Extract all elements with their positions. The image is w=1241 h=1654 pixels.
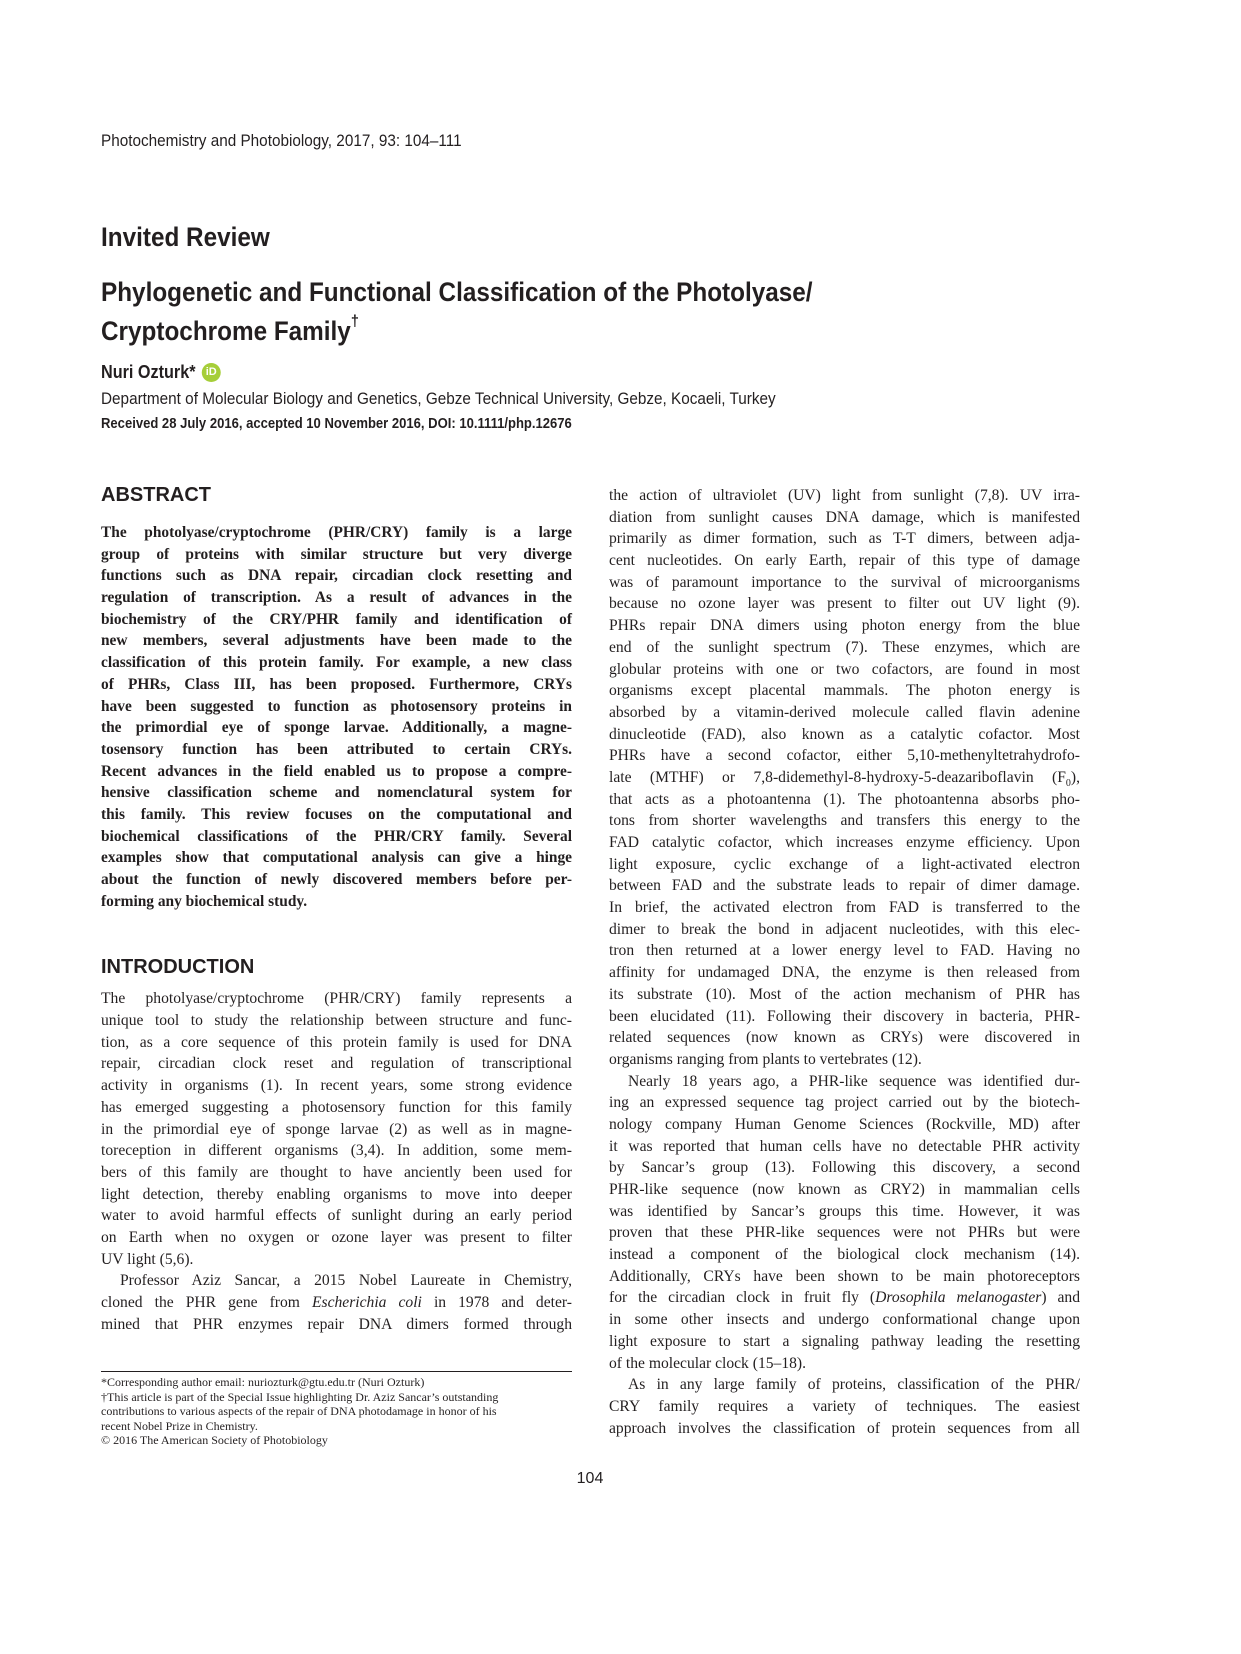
right-column <box>609 485 1080 1439</box>
text-line: light exposure, cyclic exchange of a light-activated electron <box>609 855 1080 873</box>
text-line: PHRs have a second cofactor, either 5,10-methenyltetrahydrofo- <box>609 747 1080 765</box>
title-line-1: Phylogenetic and Functional Classification of the Photolyase/ <box>101 277 813 307</box>
text-line: was of paramount importance to the survival of microorganisms <box>609 573 1080 591</box>
text-line: about the function of newly discovered members before per- <box>101 871 572 888</box>
footnote-copyright: © 2016 The American Society of Photobiology <box>101 1433 328 1447</box>
text-line: unique tool to study the relationship between structure and func- <box>101 1012 572 1030</box>
text-line: water to avoid harmful effects of sunlight during an early period <box>101 1207 572 1225</box>
text-line: its substrate (10). Most of the action mechanism of PHR has <box>609 985 1080 1003</box>
italic-term: Escherichia coli <box>311 1294 422 1311</box>
text-line: nology company Human Genome Sciences (Rockville, MD) after <box>609 1115 1080 1133</box>
title-line-2 <box>101 309 813 348</box>
affiliation: Department of Molecular Biology and Genetics, Gebze Technical University, Gebze, Kocaeli, Turkey <box>101 389 776 408</box>
text-line: in the primordial eye of sponge larvae (2) as well as in magne- <box>101 1120 572 1138</box>
text-line: FAD catalytic cofactor, which increases enzyme efficiency. Upon <box>609 834 1080 851</box>
text-line: examples show that computational analysis can give a hinge <box>101 849 572 867</box>
orcid-icon[interactable]: iD <box>202 363 221 382</box>
text-line: has emerged suggesting a photosensory function for this family <box>101 1098 572 1116</box>
text-line: tons from shorter wavelengths and transfers this energy to the <box>609 812 1080 830</box>
text-line: of the molecular clock (15–18). <box>609 1354 807 1372</box>
article-title <box>101 276 813 348</box>
text-line: on Earth when no oxygen or ozone layer was present to filter <box>101 1228 572 1246</box>
text-segment: in 1978 and deter- <box>421 1294 572 1311</box>
text-line: bers of this family are thought to have anciently been used for <box>101 1163 572 1181</box>
text-line: Professor Aziz Sancar, a 2015 Nobel Laureate in Chemistry, <box>120 1272 572 1290</box>
footnote-special-issue-end: recent Nobel Prize in Chemistry. <box>101 1418 258 1433</box>
footnote-special-issue-cont: contributions to various aspects of the repair of DNA photodamage in honor of his <box>101 1404 497 1418</box>
text-line: The photolyase/cryptochrome (PHR/CRY) family is a large <box>101 524 572 541</box>
article-type: Invited Review <box>101 222 270 252</box>
text-line: of PHRs, Class III, has been proposed. Furthermore, CRYs <box>101 675 572 693</box>
text-line: affinity for undamaged DNA, the enzyme is then released from <box>609 964 1080 982</box>
footnote-corresponding: *Corresponding author email: nuriozturk@gtu.edu.tr (Nuri Ozturk) <box>101 1375 425 1389</box>
text-line <box>101 1292 572 1314</box>
text-line: proven that these PHR-like sequences were not PHRs but were <box>609 1224 1080 1242</box>
text-line: hensive classification scheme and nomenclatural system for <box>101 784 572 802</box>
text-line: As in any large family of proteins, classification of the PHR/ <box>628 1376 1080 1394</box>
text-line: been elucidated (11). Following their discovery in bacteria, PHR- <box>609 1007 1080 1025</box>
text-line: end of the sunlight spectrum (7). These enzymes, which are <box>609 638 1080 656</box>
footnote-special-issue: †This article is part of the Special Issue highlighting Dr. Aziz Sancar’s outstanding <box>101 1389 499 1404</box>
text-line: the action of ultraviolet (UV) light from sunlight (7,8). UV irra- <box>609 487 1080 504</box>
text-segment: ), <box>1070 768 1080 786</box>
text-line: biochemical classifications of the PHR/CRY family. Several <box>101 827 572 845</box>
text-line: absorbed by a vitamin-derived molecule called flavin adenine <box>609 703 1080 721</box>
text-line: instead a component of the biological clock mechanism (14). <box>609 1246 1080 1264</box>
text-segment: late (MTHF) or 7,8-didemethyl-8-hydroxy-5-deazariboflavin (F <box>609 768 1066 786</box>
text-line: diation from sunlight causes DNA damage, which is manifested <box>609 508 1080 526</box>
text-line: light exposure to start a signaling pathway leading the resetting <box>609 1332 1080 1350</box>
text-line: organisms ranging from plants to vertebrates (12). <box>609 1050 922 1068</box>
text-line: forming any biochemical study. <box>101 892 308 910</box>
text-line: this family. This review focuses on the computational and <box>101 805 572 823</box>
italic-term: Drosophila melanogaster <box>875 1289 1042 1307</box>
text-line: it was reported that human cells have no detectable PHR activity <box>609 1137 1080 1155</box>
text-line: have been suggested to function as photosensory proteins in <box>101 697 572 715</box>
page-number: 104 <box>576 1470 604 1487</box>
abstract-body <box>101 522 572 912</box>
text-line: PHRs repair DNA dimers using photon energy from the blue <box>609 617 1080 635</box>
text-line: regulation of transcription. As a result of advances in the <box>101 589 572 607</box>
text-line: dimer to break the bond in adjacent nucleotides, with this elec- <box>609 920 1080 938</box>
text-line: UV light (5,6). <box>101 1250 194 1268</box>
title-dagger: † <box>350 313 359 330</box>
text-line: tosensory function has been attributed to certain CRYs. <box>101 740 572 758</box>
text-line: Additionally, CRYs have been shown to be main photoreceptors <box>609 1267 1080 1285</box>
paragraph <box>609 485 1080 1071</box>
text-line: because no ozone layer was present to filter out UV light (9). <box>609 595 1080 613</box>
text-line: activity in organisms (1). In recent years, some strong evidence <box>101 1077 572 1095</box>
text-line: cent nucleotides. On early Earth, repair of this type of damage <box>609 552 1080 570</box>
journal-citation: Photochemistry and Photobiology, 2017, 93: 104–111 <box>101 131 462 150</box>
introduction-body <box>101 988 572 1335</box>
paragraph <box>609 1374 1080 1439</box>
paragraph <box>101 1270 572 1335</box>
text-segment: for the circadian clock in fruit fly ( <box>609 1289 876 1307</box>
text-line: PHR-like sequence (now known as CRY2) in mammalian cells <box>609 1181 1080 1198</box>
text-line: that acts as a photoantenna (1). The photoantenna absorbs pho- <box>609 790 1080 808</box>
text-line: in some other insects and undergo conformational change upon <box>609 1311 1080 1329</box>
text-line: between FAD and the substrate leads to repair of dimer damage. <box>609 877 1080 895</box>
text-line: repair, circadian clock reset and regulation of transcriptional <box>101 1055 572 1073</box>
received-dates: Received 28 July 2016, accepted 10 November 2016, DOI: 10.1111/php.12676 <box>101 416 572 432</box>
text-segment: ) and <box>1041 1289 1080 1307</box>
text-line: new members, several adjustments have been made to the <box>101 632 572 650</box>
text-line: mined that PHR enzymes repair DNA dimers formed through <box>101 1315 572 1333</box>
text-line: primarily as dimer formation, such as T-T dimers, between adja- <box>609 530 1080 548</box>
text-line <box>609 767 1080 789</box>
text-line: The photolyase/cryptochrome (PHR/CRY) family represents a <box>101 990 572 1008</box>
text-line: Recent advances in the field enabled us to propose a compre- <box>101 762 572 780</box>
text-line: CRY family requires a variety of techniques. The easiest <box>609 1397 1080 1415</box>
text-line: organisms except placental mammals. The photon energy is <box>609 682 1080 700</box>
text-line: was identified by Sancar’s groups this time. However, it was <box>609 1202 1080 1220</box>
text-line: biochemistry of the CRY/PHR family and identification of <box>101 610 572 628</box>
footnotes <box>101 1371 572 1448</box>
paragraph <box>101 988 572 1270</box>
author-name: Nuri Ozturk* <box>101 362 196 382</box>
left-column <box>101 482 572 1335</box>
text-line: by Sancar’s group (13). Following this discovery, a second <box>609 1159 1080 1177</box>
title-line-2-text: Cryptochrome Family <box>101 316 351 346</box>
text-line: tion, as a core sequence of this protein family is used for DNA <box>101 1033 572 1051</box>
text-line: related sequences (now known as CRYs) were discovered in <box>609 1029 1080 1047</box>
text-segment: cloned the PHR gene from <box>101 1294 312 1311</box>
text-line: Nearly 18 years ago, a PHR-like sequence was identified dur- <box>628 1072 1080 1090</box>
text-line: the primordial eye of sponge larvae. Additionally, a magne- <box>101 719 572 737</box>
text-line: dinucleotide (FAD), also known as a catalytic cofactor. Most <box>609 725 1080 743</box>
text-line: group of proteins with similar structure but very diverge <box>101 545 572 563</box>
author <box>101 362 220 383</box>
text-line: globular proteins with one or two cofactors, are found in most <box>609 660 1080 678</box>
text-line <box>609 1287 1080 1309</box>
paragraph <box>101 522 572 912</box>
text-line: functions such as DNA repair, circadian clock resetting and <box>101 567 572 585</box>
introduction-heading: INTRODUCTION <box>101 956 255 979</box>
abstract-heading: ABSTRACT <box>101 484 211 506</box>
text-line: toreception in different organisms (3,4). In addition, some mem- <box>101 1142 572 1160</box>
text-line: classification of this protein family. For example, a new class <box>101 654 572 672</box>
text-line: light detection, thereby enabling organisms to move into deeper <box>101 1185 572 1203</box>
text-line: ing an expressed sequence tag project carried out by the biotech- <box>609 1094 1080 1112</box>
subscript: 0 <box>1065 778 1071 790</box>
text-line: tron then returned at a lower energy level to FAD. Having no <box>609 942 1080 960</box>
text-line: In brief, the activated electron from FAD is transferred to the <box>609 899 1080 917</box>
right-column-body <box>609 485 1080 1439</box>
paragraph <box>609 1071 1080 1375</box>
text-line: approach involves the classification of protein sequences from all <box>609 1419 1080 1437</box>
